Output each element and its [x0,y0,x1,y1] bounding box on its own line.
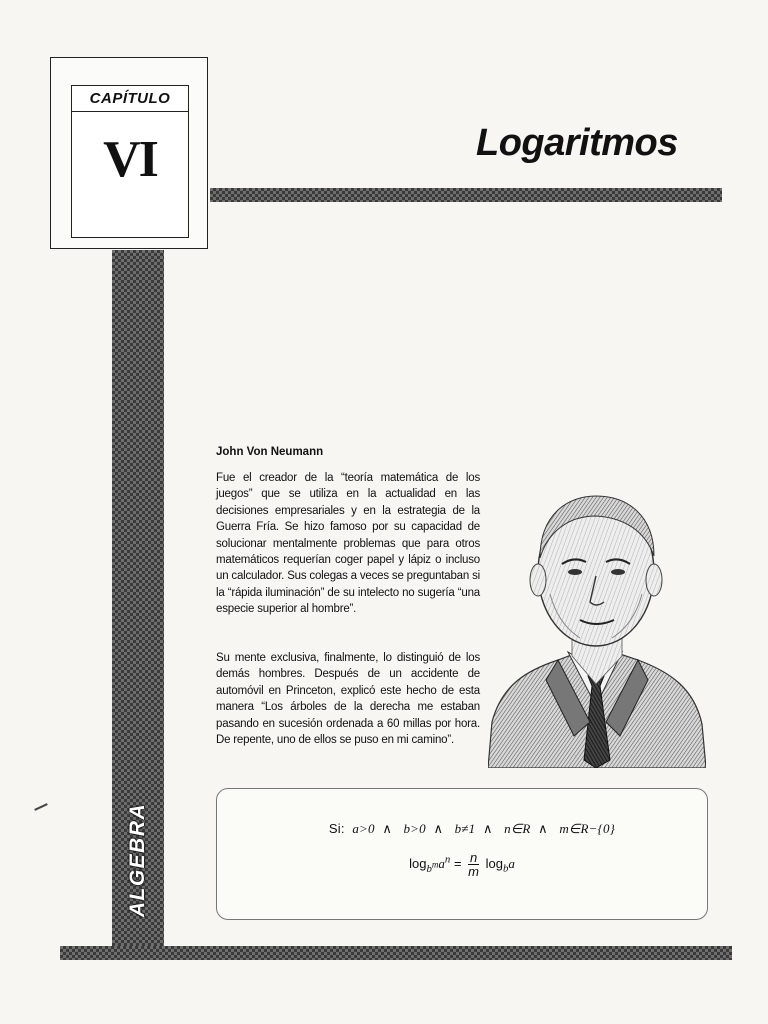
biography-paragraph-2: Su mente exclusiva, finalmente, lo distinguió de los demás hombres. Después de un accidente de automóvil en Princeton, explicó este hecho de esta manera “Los árboles de la derecha me estaban pasando en sucesión ordenada a 60 millas por hora. De repente, uno de ellos se puso en mi camino”. [216,652,480,747]
formula-box [216,788,708,920]
condition-b-not-one: b≠1 [454,821,476,836]
chapter-title: Logaritmos [476,122,678,164]
fraction-numerator: n [469,850,478,865]
scan-mark [34,803,48,811]
formula-si: Si: [328,821,345,836]
and-symbol: ∧ [538,821,548,836]
portrait-illustration [488,484,706,768]
subject-label: ALGEBRA [126,802,149,918]
top-decorative-rule [210,188,722,202]
exp-m: m [431,858,439,869]
biography-paragraph-1: Fue el creador de la “teoría matemática de los juegos” que se utiliza en la actualidad en las decisiones empresariales y en la estrategia de la Guerra Fría. Se hizo famoso por su capacidad de solucionar mentalmente problemas que para otros matemáticos requerían coger papel y lápiz o incluso un calculador. Sus colegas a veces se preguntaban si la “rápida iluminación” de su intelecto no sugería “una especie superior al hombre”. [216,472,480,616]
biography-name: John Von Neumann [216,446,324,458]
fraction-denominator: m [468,864,479,879]
base-b: b [502,862,509,875]
log-text: log [409,855,427,871]
logarithm-property [217,851,707,878]
condition-m: m∈R−{0} [559,821,616,836]
and-symbol: ∧ [433,821,444,836]
chapter-number: VI [103,131,157,188]
arg-a: a [438,855,445,871]
condition-a: a>0 [352,821,375,836]
log-text: log [485,855,503,871]
exp-n: n [444,853,451,866]
chapter-badge-inner [71,85,189,238]
chapter-label: CAPÍTULO [72,86,188,112]
fraction-n-over-m [468,851,479,878]
chapter-badge [50,57,208,249]
condition-b: b>0 [403,821,426,836]
equals-sign: = [453,855,462,871]
and-symbol: ∧ [382,821,393,836]
condition-n: n∈R [504,821,531,836]
arg-a: a [508,855,515,871]
bottom-decorative-rule [60,946,732,960]
formula-conditions [217,821,707,837]
base-b: b [426,862,432,875]
and-symbol: ∧ [483,821,493,836]
